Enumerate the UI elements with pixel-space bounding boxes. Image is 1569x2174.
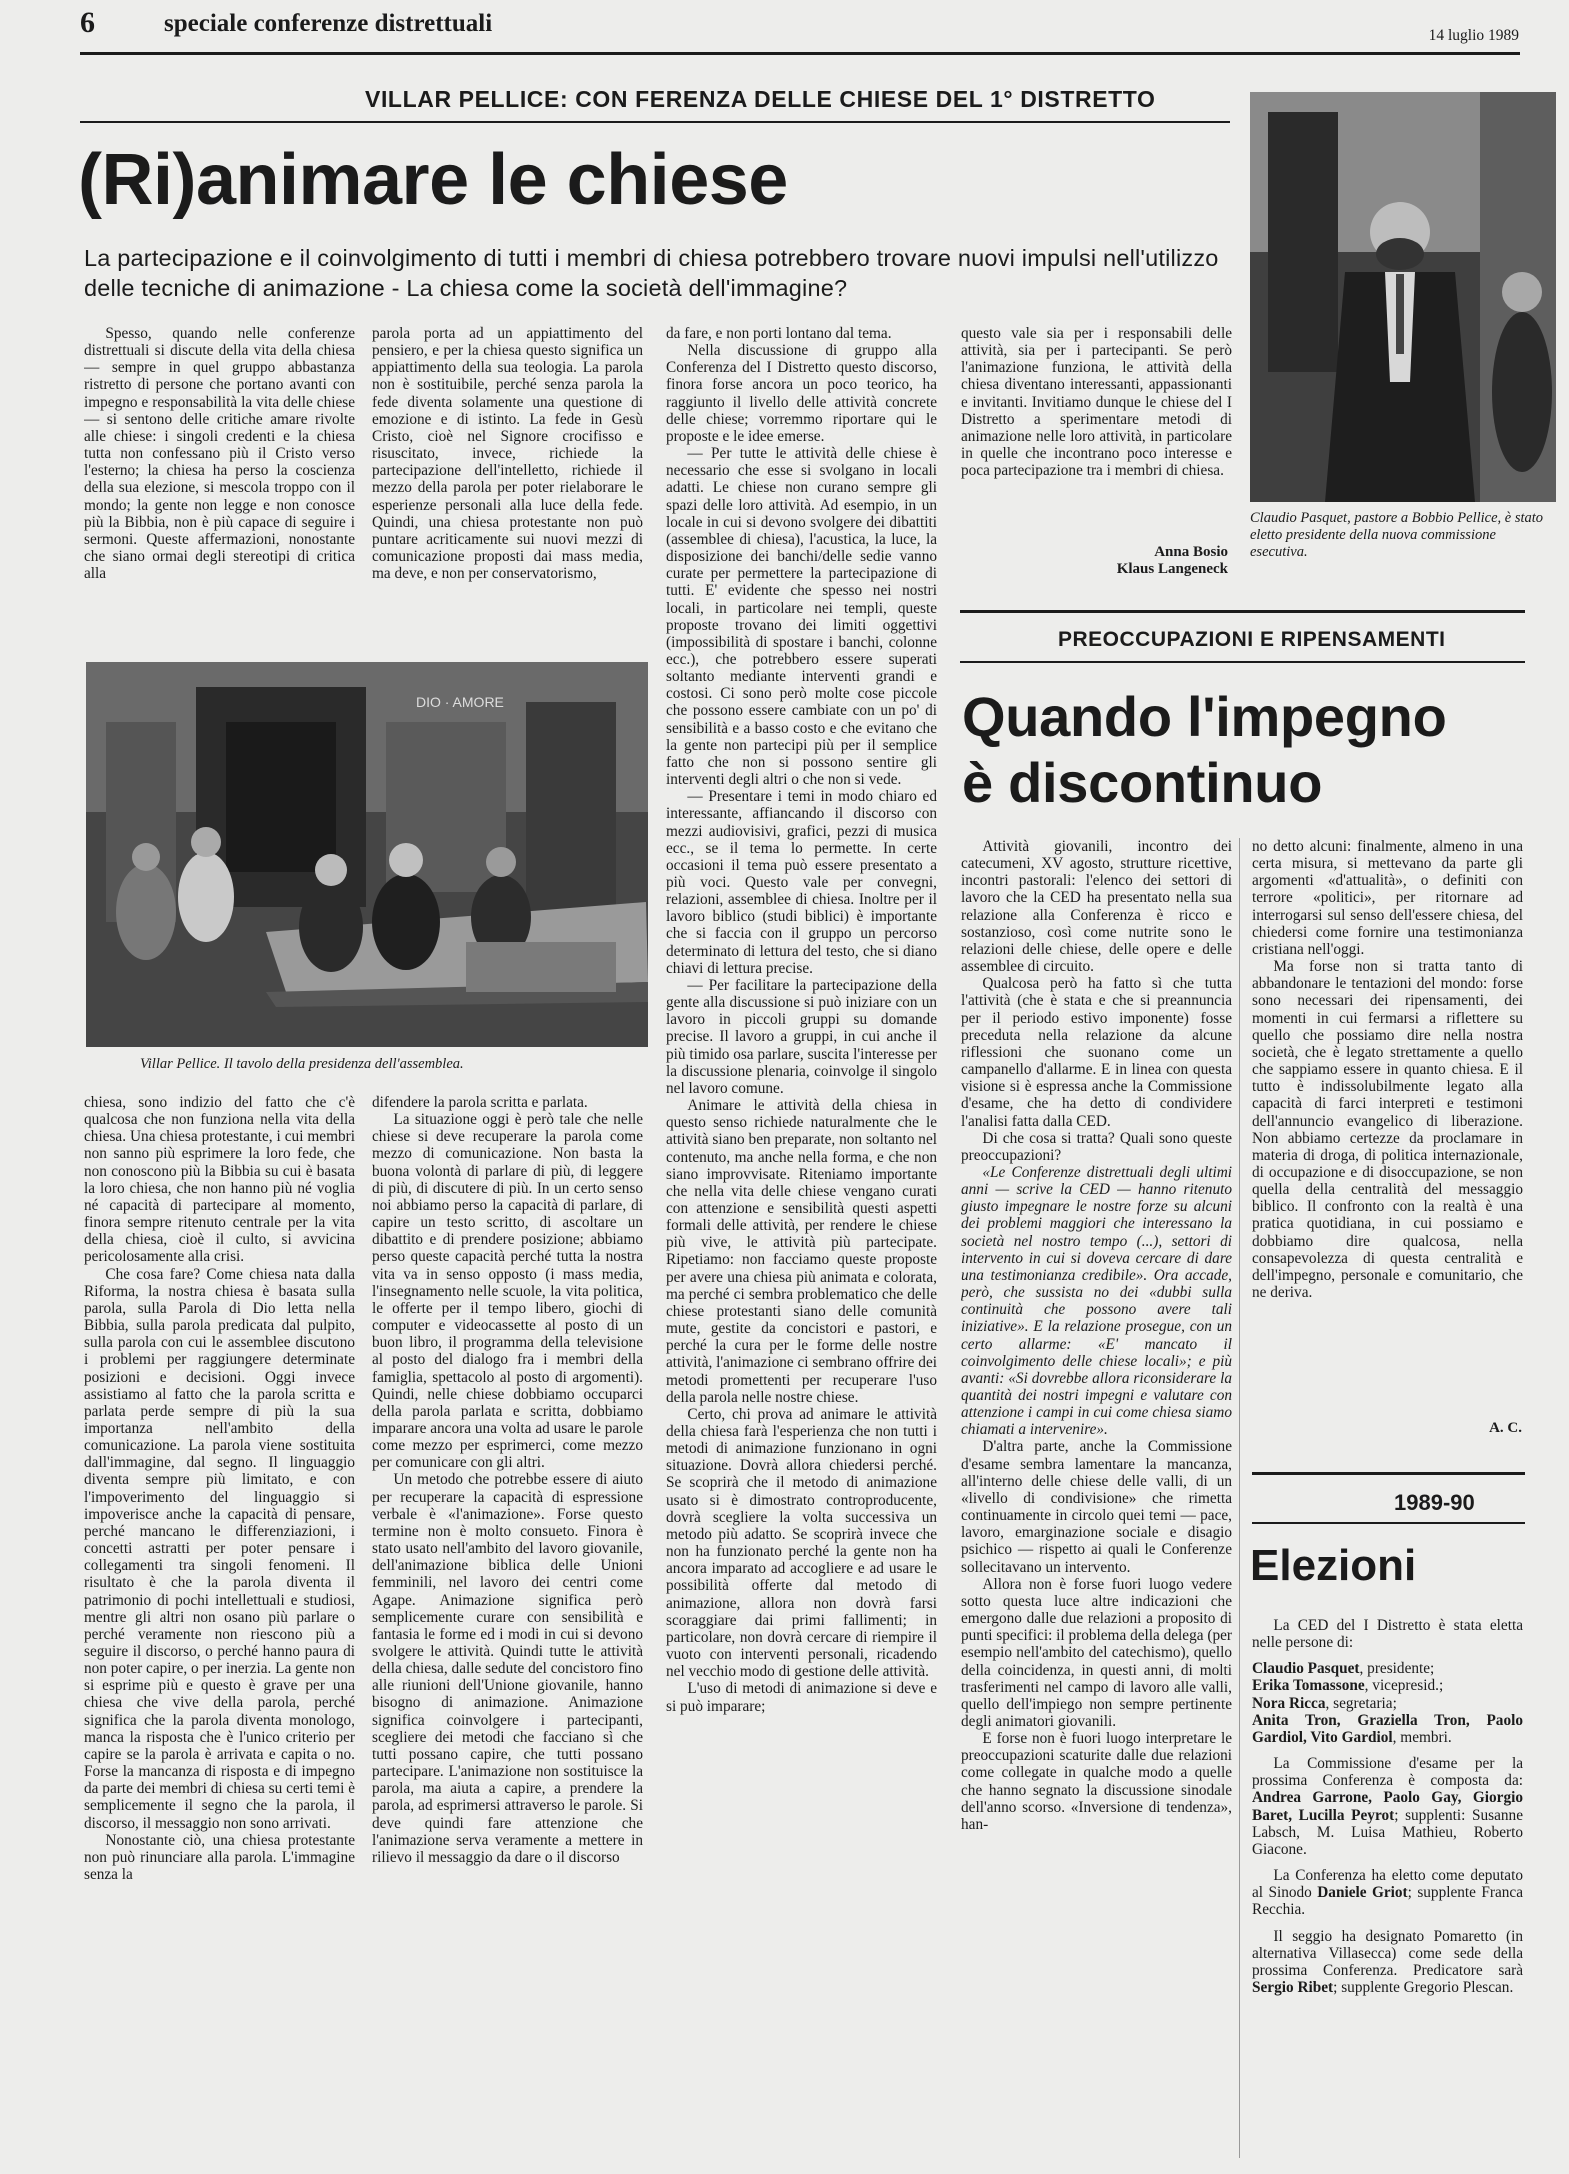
article-kicker: VILLAR PELLICE: CON FERENZA DELLE CHIESE DEL 1° DISTRETTO <box>365 86 1156 112</box>
article2-title-line-2: è discontinuo <box>962 751 1323 814</box>
article1-authors <box>1000 544 1228 578</box>
page-number: 6 <box>80 6 95 39</box>
commissione-paragraph: La Commissione d'esame per la prossima Conferenza è composta da: Andrea Garrone, Paolo Gay, Giorgio Baret, Lucilla Peyrot; supplenti: Susanne Labsch, M. Luisa Mathieu, Roberto Giacone. <box>1252 1755 1523 1858</box>
sidebar-title: Elezioni <box>1250 1541 1417 1590</box>
kicker-rule <box>80 121 1230 123</box>
article2-title-line-1: Quando l'impegno <box>962 685 1447 748</box>
sidebar-top-rule <box>1252 1472 1525 1475</box>
portrait-photo <box>1250 92 1556 502</box>
article2-signature: A. C. <box>1489 1420 1522 1436</box>
assembly-photo <box>86 662 648 1047</box>
sinodo-paragraph: La Conferenza ha eletto come deputato al Sinodo Daniele Griot; supplente Franca Recchia. <box>1252 1867 1523 1919</box>
article-title: (Ri)animare le chiese <box>78 140 788 220</box>
article2-top-rule <box>960 610 1525 613</box>
article1-column-2: parola porta ad un appiattimento del pensiero, e per la chiesa questo significa un appiattimento della sua teologia. La parola non è sostituibile, perché senza parola la fede diventa solamente una questione di emozione e di istinto. La fede in Gesù Cristo, cioè nel Signore crocifisso e risuscitato, invece, richiede la partecipazione dell'intelletto, richiede il mezzo della parola per poter rielaborare le esperienze personali alla luce della fede. Quindi, una chiesa protestante non può puntare acriticamente sui nuovi mezzi di comunicazione proposti dai mass media, ma deve, e non per conservatorismo, <box>372 325 643 583</box>
article1-column-4: questo vale sia per i responsabili delle attività, sia per i partecipanti. Se però l'animazione funziona, le attività della chiesa diventano interessanti, appassionanti e invitanti. Invitiamo dunque le chiese del I Distretto a sperimentare metodi di animazione nelle loro attività, in particolare in quelle che incontrano poco interesse e poca partecipazione tra i membri di chiesa. <box>961 325 1232 480</box>
article2-column-b: no detto alcuni: finalmente, almeno in una certa misura, si mettevano da parte gli argomenti «d'attualità», o definiti con terrore «politici», per ritornare ad interrogarsi sul senso dell'essere chiesa, del chiedersi come fornire una testimonianza cristiana nell'oggi. Ma forse non si tratta tanto di abbandonare le tentazioni del mondo: forse sono necessari dei ripensamenti, dei momenti in cui fermarsi a riflettere su quello che possiamo dire nella nostra società, che è legato strettamente a quello che sappiamo essere in quanto chiesa. E il tutto è indissolubilmente legato alla capacità di farci interpreti e testimoni dell'annuncio evangelico di liberazione. Non abbiamo certezze da proclamare in materia di droga, di politica internazionale, di occupazione e di disoccupazione, se non quella della centralità del messaggio biblico. Il confronto con la realtà è una pratica quotidiana, in cui possiamo e dobbiamo dire qualcosa, nella consapevolezza di questa centralità e dell'impegno, personale e comunitario, che ne deriva. <box>1252 838 1523 1302</box>
column-separator <box>1239 838 1240 2158</box>
wall-inscription: DIO · AMORE <box>416 694 504 710</box>
section-title: speciale conferenze distrettuali <box>164 10 493 37</box>
article2-kicker-rule <box>960 661 1525 663</box>
sidebar-year: 1989-90 <box>1394 1490 1475 1515</box>
article2-column-a: Attività giovanili, incontro dei catecumeni, XV agosto, strutture ricettive, incontri pastorali: l'elenco dei settori di lavoro che la CED ha presentato nella sua relazione alla Conferenza è ricco e sostanzioso, così come nutrite sono le relazioni delle chiese, delle opere e delle assemblee di circuito. Qualcosa però ha fatto sì che tutta l'attività (che è stata e che si preannuncia per il periodo estivo imponente) fosse preceduta nella relazione da alcune riflessioni che suonano come un campanello d'allarme. E in linea con questa visione si è espressa anche la Commissione d'esame, che ha detto di condividere l'analisi fatta dalla CED. Di che cosa si tratta? Quali sono queste preoccupazioni? «Le Conferenze distrettuali degli ultimi anni — scrive la CED — hanno ritenuto giusto impegnare le nostre forze su alcuni dei problemi maggiori che interessano la società nel nostro tempo (...), settori di intervento in cui si doveva cercare di dare una testimonianza credibile». Ora accade, però, che sussista no dei «dubbi sulla continuità che possono avere tali iniziative». E la relazione prosegue, con un certo allarme: «E' mancato il coinvolgimento delle chiese locali»; e più avanti: «Si dovrebbe allora riconsiderare la quantità dei nostri impegni e valutare con attenzione i campi in cui come chiesa siamo chiamati a intervenire». D'altra parte, anche la Commissione d'esame sembra lamentare la mancanza, all'interno delle chiese delle valli, di un «livello di condivisione» che rimetta continuamente in circolo quei temi — pace, lavoro, emarginazione sociale e disagio psichico — rispetto ai quali le Conferenze sollecitavano un intervento. Allora non è forse fuori luogo vedere sotto questa luce altre indicazioni che emergono dalle due relazioni a proposito di punti specifici: il problema della delega (per esempio nell'ambito del catechismo), quello della coincidenza, in questi anni, di molti trasferimenti nel campo di lavoro alle valli, quello dell'impiego non sempre pertinente degli animatori giovanili. E forse non è fuori luogo interpretare le preoccupazioni scaturite dalle due relazioni come collegate in qualche modo a quelle che hanno segnato la discussione sinodale dell'anno scorso. «Inversione di tendenza», han- <box>961 838 1232 1833</box>
issue-date: 14 luglio 1989 <box>1428 27 1519 44</box>
article1-column-1: Spesso, quando nelle conferenze distrettuali si discute della vita della chiesa — sempre in quel gruppo abbastanza ristretto di persone che portano avanti con impegno e responsabilità la vita delle chiese — si sentono delle critiche amare rivolte alle chiese: i singoli credenti e la chiesa tutta non confessano più il Cristo verso l'esterno; la chiesa ha perso la coscienza della sua elezione, si mescola troppo con il mondo; la gente non legge e non conosce più la Bibbia, non è più capace di seguire i sermoni. Queste affermazioni, nonostante che siano ormai degli stereotipi di critica alla <box>84 325 355 583</box>
election-list <box>1252 1660 1523 1746</box>
assembly-photo-drawing <box>86 662 648 1047</box>
seggio-paragraph: Il seggio ha designato Pomaretto (in alternativa Villasecca) come sede della prossima Conferenza. Predicatore sarà Sergio Ribet; supplente Gregorio Plescan. <box>1252 1927 1523 1996</box>
portrait-drawing <box>1250 92 1556 502</box>
article2-title <box>962 684 1447 816</box>
sidebar-body: La CED del I Distretto è stata eletta nelle persone di: Claudio Pasquet, presidente; Erika Tomassone, vicepresid.; Nora Ricca, segretaria; Anita Tron, Graziella Tron, Paolo Gardiol, Vito Gardiol, membri. La Commissione d'esame per la prossima Conferenza è composta da: Andrea Garrone, Paolo Gay, Giorgio Baret, Lucilla Peyrot; supplenti: Susanne Labsch, M. Luisa Mathieu, Roberto Giacone. La Conferenza ha eletto come deputato al Sinodo Daniele Griot; supplente Franca Recchia. Il seggio ha designato Pomaretto (in alternativa Villasecca) come sede della prossima Conferenza. Predicatore sarà Sergio Ribet; supplente Gregorio Plescan. <box>1252 1617 1523 1996</box>
article1-column-2b: difendere la parola scritta e parlata. La situazione oggi è però tale che nelle chiese si deve recuperare la parola come mezzo di comunicazione. Non basta la buona volontà di parlare di più, di leggere di più, di discutere di più. In un certo senso noi abbiamo perso la capacità di parlare, di capire un testo scritto, di ascoltare un dibattito e di prendere posizione; abbiamo perso queste capacità perché tutta la nostra vita va in senso opposto (i mass media, l'insegnamento nelle scuole, la vita politica, le offerte per il tempo libero, giochi di computer e videocassette al posto di un buon libro, il programma della televisione al posto del dialogo fra i membri della famiglia, spettacolo al posto di argomenti). Quindi, nelle chiese dobbiamo occuparci della parola parlata e scritta, dobbiamo imparare ancora una volta ad usare le parole come mezzo per esprimerci, come mezzo per comunicare con gli altri. Un metodo che potrebbe essere di aiuto per recuperare la capacità di espressione verbale è «l'animazione». Forse questo termine non è molto consueto. Finora è stato usato nell'ambito del lavoro giovanile, dell'animazione biblica delle Unioni femminili, nel lavoro dei centri come Agape. Animazione significa però semplicemente curare con sensibilità e fantasia le forme ed i modi in cui si devono svolgere le attività. Quindi tutte le attività della chiesa, dalle sedute del concistoro fino alle riunioni dell'Unione giovanile, hanno bisogno di animazione. Animazione significa coinvolgere i partecipanti, scegliere dei metodi che facciano sì che tutti possano capire, che tutti possano partecipare. L'animazione non sostituisce la parola, ma aiuta a capire, a prendere la parola, ad esprimersi attraverso le parole. Si deve quindi fare attenzione che l'animazione serva veramente a mettere in rilievo il messaggio da dare o il discorso <box>372 1094 643 1866</box>
member-row: Anita Tron, Graziella Tron, Paolo Gardiol, Vito Gardiol, membri. <box>1252 1711 1523 1746</box>
member-row: Erika Tomassone, vicepresid.; <box>1252 1677 1444 1695</box>
header-rule <box>80 52 1520 55</box>
assembly-photo-caption: Villar Pellice. Il tavolo della presidenza dell'assemblea. <box>140 1056 464 1072</box>
member-row: Nora Ricca, segretaria; <box>1252 1694 1397 1712</box>
article-subtitle: La partecipazione e il coinvolgimento di tutti i membri di chiesa potrebbero trovare nuovi impulsi nell'utilizzo delle tecniche di animazione - La chiesa come la società dell'immagine? <box>84 245 1219 301</box>
article2-kicker: PREOCCUPAZIONI E RIPENSAMENTI <box>1058 628 1446 651</box>
article1-column-1b: chiesa, sono indizio del fatto che c'è qualcosa che non funziona nella vita della chiesa. Una chiesa protestante, i cui membri non sanno più esprimere la loro fede, che non conoscono più la Bibbia su cui è basata la loro chiesa, che non hanno più né voglia né capacità di partecipare al momento, finora sempre ritenuto centrale per la vita della chiesa, cioè il culto, si avvicina pericolosamente alla crisi. Che cosa fare? Come chiesa nata dalla Riforma, la nostra chiesa è basata sulla parola, sulla Parola di Dio letta nella Bibbia, sulla parola predicata dal pulpito, sulla parola con cui le assemblee discutono i problemi per raggiungere determinate posizioni e decisioni. Oggi invece assistiamo al fatto che la parola scritta e parlata perde sempre di più la sua importanza nell'ambito della comunicazione. La parola viene sostituita dall'immagine, dal segno. Il linguaggio diventa sempre più limitato, e con l'impoverimento del linguaggio si impoverisce anche la capacità di pensare, perché mancano le differenziazioni, i concetti astratti per poter pensare i collegamenti tra singoli fenomeni. Il risultato è che la parola diventa il patrimonio di pochi intellettuali e studiosi, mentre gli altri non osano più parlare o perché veramente non riescono più a seguire il discorso, o perché hanno paura di non poter capire, o per inerzia. La gente non si esprime più e questo è grave per una chiesa che vive della parola, perché significa che la parola diventa monologo, manca la risposta che è l'unico criterio per capire se la parola è arrivata e capita o no. Forse la mancanza di risposta e di impegno da parte dei membri di chiesa su certi temi è semplicemente il segno che la parola, il discorso, il messaggio non sono arrivati. Nonostante ciò, una chiesa protestante non può rinunciare alla parola. L'immagine senza la <box>84 1094 355 1884</box>
portrait-caption: Claudio Pasquet, pastore a Bobbio Pellice, è stato eletto presidente della nuova commissione esecutiva. <box>1250 510 1544 560</box>
author-2: Klaus Langeneck <box>1116 561 1228 577</box>
member-row: Claudio Pasquet, presidente; <box>1252 1660 1435 1678</box>
sidebar-year-rule <box>1252 1522 1525 1524</box>
author-1: Anna Bosio <box>1154 544 1228 560</box>
article1-column-3: da fare, e non porti lontano dal tema. Nella discussione di gruppo alla Conferenza del I Distretto questo discorso, finora forse ancora un poco teorico, ha raggiunto il livello delle attività concrete delle chiese; vorremmo riportare qui le proposte e le idee emerse. — Per tutte le attività delle chiese è necessario che esse si svolgano in locali adatti. Le chiese non curano sempre gli spazi delle loro attività. Ad esempio, in un locale in cui si devono svolgere dei dibattiti (assemblee di chiesa), l'acustica, la luce, la disposizione dei banchi/delle sedie vanno curate per permettere la partecipazione di tutti. E' evidente che spesso nei nostri locali, in particolare nei templi, queste proposte trovano dei limiti oggettivi (impossibilità di spostare i banchi, colonne ecc.), che potrebbero essere superati soltanto mediante interventi grandi e costosi. Ci sono però molte cose piccole che possono essere cambiate con un po' di sensibilità e a basso costo e che evitano che la gente non partecipi più per il semplice fatto che non si possono sentire gli interventi degli altri o che non si vede. — Presentare i temi in modo chiaro ed interessante, affiancando il discorso con mezzi audiovisivi, grafici, pezzi di musica ecc., se il tema lo permette. In certe occasioni il tema può essere presentato a più voci. Questo vale per convegni, relazioni, assemblee di chiesa. Inoltre per il lavoro biblico (studi biblici) è importante che si faccia con il gruppo un percorso determinato di lettura del testo, che si diano chiavi di lettura precise. — Per facilitare la partecipazione della gente alla discussione si può iniziare con un lavoro in piccoli gruppi su domande precise. Il lavoro a gruppi, in cui anche il più timido osa parlare, suscita l'interesse per la discussione plenaria, coinvolge il singolo nel lavoro comune. Animare le attività della chiesa in questo senso richiede naturalmente che le attività siano ben preparate, non soltanto nel contenuto, ma anche nella forma, e che non siano improvvisate. Riteniamo importante che nella vita delle chiese vengano curati con attenzione e sensibilità questi aspetti formali delle attività, per rendere le chiese più vive, le attività più partecipate. Ripetiamo: non facciamo queste proposte per avere una chiesa più animata e colorata, ma perché ci sembra problematico che delle chiese protestanti siano delle comunità mute, gestite da concistori e pastori, e perché la cura per le forme delle nostre attività, l'animazione ci sembrano offrire dei metodi promettenti per recuperare l'uso della parola nelle nostre chiese. Certo, chi prova ad animare le attività della chiesa farà l'esperienza che non tutti i metodi di animazione funzionano in ogni situazione. Dovrà allora chiedersi perché. Se scoprirà che il metodo di animazione usato si è dimostrato controproducente, dovrà scegliere la volta successiva un metodo più adatto. Se scoprirà invece che non ha funzionato perché la gente non ha ancora imparato ad accogliere e ad usare le possibilità offerte dal metodo di animazione, allora non dovrà farsi scoraggiare dai primi fallimenti; in particolare, non dovrà cercare di riempire il vuoto con interventi personali, ricadendo nel vecchio modo di gestione delle attività. L'uso di metodi di animazione si deve e si può imparare; <box>666 325 937 1715</box>
